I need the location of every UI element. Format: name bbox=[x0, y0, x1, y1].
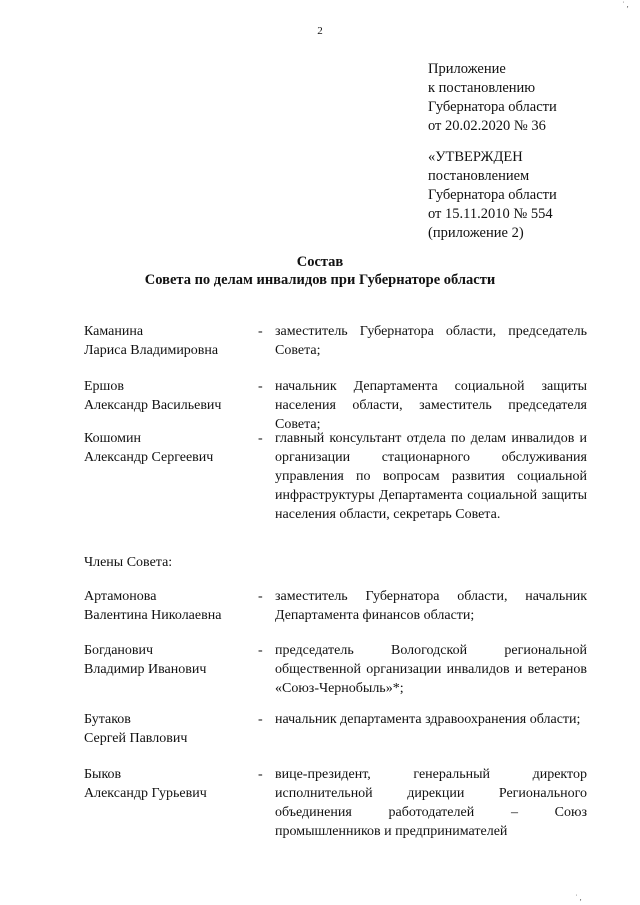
member-surname: Быков bbox=[84, 767, 122, 782]
dash-separator: - bbox=[258, 712, 263, 727]
approval-line: «УТВЕРЖДЕН bbox=[428, 149, 523, 165]
appendix-line: от 20.02.2020 № 36 bbox=[428, 118, 546, 134]
approval-line: постановлением bbox=[428, 168, 530, 184]
approval-line: (приложение 2) bbox=[428, 225, 524, 241]
member-surname: Кошомин bbox=[84, 431, 141, 446]
member-given-name: Валентина Николаевна bbox=[84, 608, 222, 623]
scan-mark: ˙ , bbox=[622, 0, 629, 9]
dash-separator: - bbox=[258, 431, 263, 446]
approval-line: Губернатора области bbox=[428, 187, 557, 203]
member-given-name: Александр Сергеевич bbox=[84, 450, 214, 465]
dash-separator: - bbox=[258, 767, 263, 782]
member-surname: Артамонова bbox=[84, 589, 157, 604]
member-given-name: Владимир Иванович bbox=[84, 662, 207, 677]
member-surname: Богданович bbox=[84, 643, 154, 658]
member-name bbox=[84, 322, 256, 360]
dash-separator: - bbox=[258, 589, 263, 604]
member-name bbox=[84, 641, 256, 679]
member-name bbox=[84, 587, 256, 625]
dash-separator: - bbox=[258, 643, 263, 658]
document-title: Состав bbox=[296, 254, 344, 270]
member-surname: Каманина bbox=[84, 324, 144, 339]
member-role: заместитель Губернатора области, председатель Совета; bbox=[275, 324, 587, 358]
member-given-name: Лариса Владимировна bbox=[84, 343, 219, 358]
member-role: заместитель Губернатора области, начальник Департамента финансов области; bbox=[275, 589, 587, 623]
member-given-name: Сергей Павлович bbox=[84, 731, 188, 746]
member-name bbox=[84, 765, 256, 803]
approval-line: от 15.11.2010 № 554 bbox=[428, 206, 553, 222]
member-name bbox=[84, 429, 256, 467]
appendix-line: к постановлению bbox=[428, 80, 536, 96]
member-given-name: Александр Гурьевич bbox=[84, 786, 207, 801]
member-surname: Ершов bbox=[84, 379, 124, 394]
appendix-line: Губернатора области bbox=[428, 99, 557, 115]
member-name bbox=[84, 377, 256, 415]
member-surname: Бутаков bbox=[84, 712, 131, 727]
member-role: вице-президент, генеральный директор исполнительной дирекции Регионального объединения работодателей – Союз промышленников и предпринимателей bbox=[275, 767, 587, 839]
member-role: начальник департамента здравоохранения области; bbox=[275, 712, 581, 727]
approval-block bbox=[428, 148, 557, 243]
member-role: председатель Вологодской региональной общественной организации инвалидов и ветеранов «Союз-Чернобыль»*; bbox=[275, 643, 587, 696]
dash-separator: - bbox=[258, 324, 263, 339]
members-heading: Члены Совета: bbox=[84, 555, 173, 570]
document-subtitle: Совета по делам инвалидов при Губернаторе области bbox=[144, 272, 496, 288]
appendix-line: Приложение bbox=[428, 61, 506, 77]
member-role: начальник Департамента социальной защиты населения области, заместитель председателя Совета; bbox=[275, 379, 587, 432]
member-role: главный консультант отдела по делам инвалидов и организации стационарного обслуживания управления по вопросам развития социальной инфраструктуры Департамента социальной защиты населения области, секретарь Совета. bbox=[275, 431, 587, 522]
appendix-block bbox=[428, 60, 557, 136]
scan-mark: ˙ , bbox=[575, 893, 582, 902]
dash-separator: - bbox=[258, 379, 263, 394]
member-given-name: Александр Васильевич bbox=[84, 398, 222, 413]
member-name bbox=[84, 710, 256, 748]
page-number: 2 bbox=[317, 25, 323, 37]
